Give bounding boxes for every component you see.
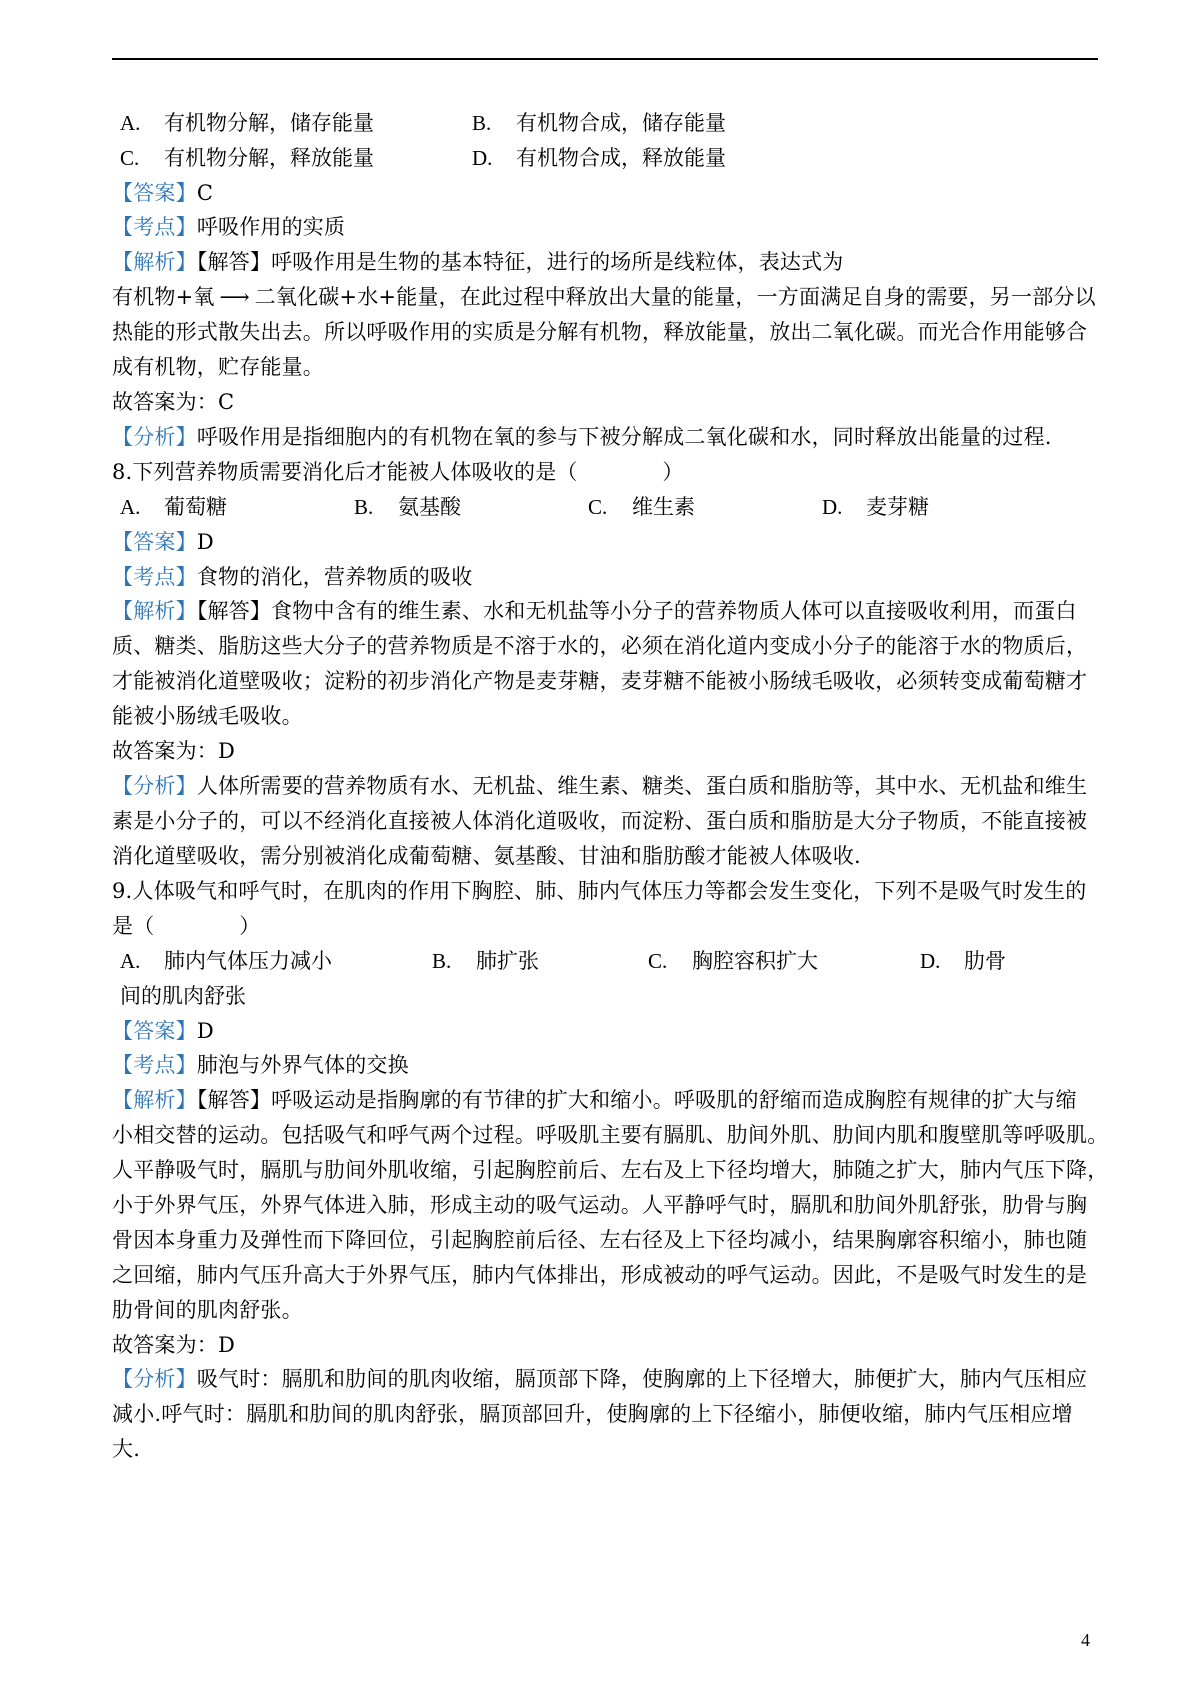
q9-analysis-line-3: 人平静吸气时，膈肌与肋间外肌收缩，引起胸腔前后、左右及上下径均增大，肺随之扩大，肺内气压下降，	[112, 1158, 1109, 1182]
q7-note: 【分析】呼吸作用是指细胞内的有机物在氧的参与下被分解成二氧化碳和水，同时释放出能量的过程.	[112, 425, 1052, 449]
q8-analysis-line-4: 能被小肠绒毛吸收。	[112, 704, 303, 728]
q9-note-line-2: 减小.呼气时：膈肌和肋间的肌肉舒张，膈顶部回升，使胸廓的上下径缩小，肺便收缩，肺内气压相应增	[112, 1402, 1073, 1426]
q7-final-answer: 故答案为：C	[112, 390, 235, 414]
q9-option-c: C. 胸腔容积扩大	[648, 949, 818, 973]
q8-note-line-1: 【分析】人体所需要的营养物质有水、无机盐、维生素、糖类、蛋白质和脂肪等，其中水、无机盐和维生	[112, 774, 1088, 798]
q9-answer: 【答案】D	[112, 1019, 214, 1043]
q8-answer: 【答案】D	[112, 530, 214, 554]
q7-analysis-line-3: 热能的形式散失出去。所以呼吸作用的实质是分解有机物，释放能量，放出二氧化碳。而光合作用能够合	[112, 320, 1088, 344]
q8-note-line-3: 消化道壁吸收，需分别被消化成葡萄糖、氨基酸、甘油和脂肪酸才能被人体吸收.	[112, 844, 861, 868]
q7-analysis-line-1: 【解析】【解答】呼吸作用是生物的基本特征，进行的场所是线粒体，表达式为	[112, 250, 844, 274]
q9-topic: 【考点】肺泡与外界气体的交换	[112, 1053, 409, 1077]
q7-analysis-line-4: 成有机物，贮存能量。	[112, 355, 324, 379]
q7-option-c: C. 有机物分解，释放能量	[120, 146, 374, 170]
q9-note-line-1: 【分析】吸气时：膈肌和肋间的肌肉收缩，膈顶部下降，使胸廓的上下径增大，肺便扩大，肺内气压相应	[112, 1367, 1088, 1391]
q9-note-line-3: 大.	[112, 1437, 141, 1461]
q9-option-d-continued: 间的肌肉舒张	[120, 984, 246, 1008]
q7-option-d: D. 有机物合成，释放能量	[472, 146, 726, 170]
page-number: 4	[1081, 1630, 1090, 1650]
q9-analysis-line-2: 小相交替的运动。包括吸气和呼气两个过程。呼吸肌主要有膈肌、肋间外肌、肋间内肌和腹壁肌等呼吸肌。	[112, 1123, 1109, 1147]
q7-option-b: B. 有机物合成，储存能量	[472, 111, 726, 135]
q8-option-d: D. 麦芽糖	[822, 495, 929, 519]
q8-option-c: C. 维生素	[588, 495, 695, 519]
q9-option-a: A. 肺内气体压力减小	[120, 949, 332, 973]
reaction-arrow: ⟶	[219, 285, 250, 309]
q7-option-a: A. 有机物分解，储存能量	[120, 111, 374, 135]
q8-option-a: A. 葡萄糖	[120, 495, 227, 519]
header-rule	[112, 58, 1098, 60]
q9-option-d: D. 肋骨	[920, 949, 1006, 973]
q8-analysis-line-2: 质、糖类、脂肪这些大分子的营养物质是不溶于水的，必须在消化道内变成小分子的能溶于水的物质后，	[112, 634, 1088, 658]
q8-final-answer: 故答案为：D	[112, 739, 236, 763]
q9-stem-line-2: 是（ ）	[112, 914, 261, 938]
q9-stem-line-1: 9.人体吸气和呼气时，在肌肉的作用下胸腔、肺、肺内气体压力等都会发生变化，下列不是吸气时发生的	[112, 879, 1087, 903]
q8-analysis-line-1: 【解析】【解答】食物中含有的维生素、水和无机盐等小分子的营养物质人体可以直接吸收利用，而蛋白	[112, 599, 1077, 623]
q8-stem: 8.下列营养物质需要消化后才能被人体吸收的是（ ）	[112, 460, 684, 484]
q7-analysis-line-2: 有机物+氧 ⟶ 二氧化碳+水+能量，在此过程中释放出大量的能量，一方面满足自身的需要，另一部分以	[112, 282, 1098, 312]
q7-topic: 【考点】呼吸作用的实质	[112, 215, 346, 239]
q8-option-b: B. 氨基酸	[354, 495, 461, 519]
q9-analysis-line-6: 之回缩，肺内气压升高大于外界气压，肺内气体排出，形成被动的呼气运动。因此，不是吸气时发生的是	[112, 1263, 1088, 1287]
q7-answer: 【答案】C	[112, 181, 214, 205]
q9-option-b: B. 肺扩张	[432, 949, 539, 973]
q9-analysis-line-1: 【解析】【解答】呼吸运动是指胸廓的有节律的扩大和缩小。呼吸肌的舒缩而造成胸腔有规律的扩大与缩	[112, 1088, 1077, 1112]
q8-note-line-2: 素是小分子的，可以不经消化直接被人体消化道吸收，而淀粉、蛋白质和脂肪是大分子物质，不能直接被	[112, 809, 1088, 833]
q8-analysis-line-3: 才能被消化道壁吸收；淀粉的初步消化产物是麦芽糖，麦芽糖不能被小肠绒毛吸收，必须转变成葡萄糖才	[112, 669, 1088, 693]
q9-analysis-line-5: 骨因本身重力及弹性而下降回位，引起胸腔前后径、左右径及上下径均减小，结果胸廓容积缩小，肺也随	[112, 1228, 1088, 1252]
q9-analysis-line-7: 肋骨间的肌肉舒张。	[112, 1298, 303, 1322]
q9-analysis-line-4: 小于外界气压，外界气体进入肺，形成主动的吸气运动。人平静呼气时，膈肌和肋间外肌舒张，肋骨与胸	[112, 1193, 1088, 1217]
q8-topic: 【考点】食物的消化，营养物质的吸收	[112, 565, 473, 589]
q9-final-answer: 故答案为：D	[112, 1333, 236, 1357]
